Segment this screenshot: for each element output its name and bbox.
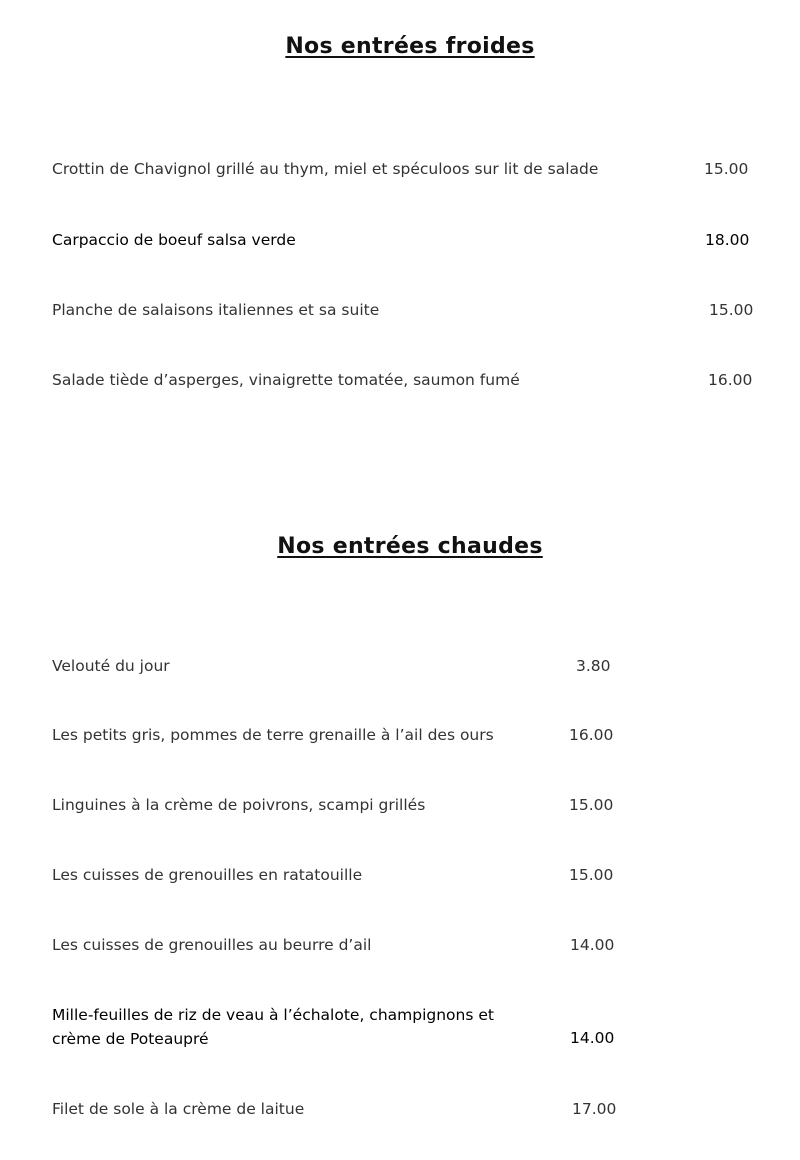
menu-item-name: Les cuisses de grenouilles en ratatouille [52,866,363,884]
menu-item-price: 15.00 [704,160,749,178]
menu-item-name: Planche de salaisons italiennes et sa suite [52,301,380,319]
menu-item-name: Salade tiède d’asperges, vinaigrette tomatée, saumon fumé [52,371,520,389]
menu-item-name: Les cuisses de grenouilles au beurre d’ail [52,936,372,954]
menu-item-price: 14.00 [570,1029,615,1047]
menu-item-name: Linguines à la crème de poivrons, scampi grillés [52,796,426,814]
menu-item-name: Crottin de Chavignol grillé au thym, miel et spéculoos sur lit de salade [52,160,599,178]
menu-item-name-line1: Mille-feuilles de riz de veau à l’échalote, champignons et [52,1006,494,1024]
menu-item-name-line2: crème de Poteaupré [52,1030,209,1048]
menu-item-price: 3.80 [576,657,611,675]
menu-item-price: 15.00 [709,301,754,319]
menu-item-price: 15.00 [569,866,614,884]
section-title-entrees-froides: Nos entrées froides [285,34,535,59]
menu-item-price: 14.00 [570,936,615,954]
menu-item-price: 17.00 [572,1100,617,1118]
menu-item-name: Filet de sole à la crème de laitue [52,1100,305,1118]
menu-item-name: Carpaccio de boeuf salsa verde [52,231,296,249]
menu-item-price: 16.00 [569,726,614,744]
menu-item-price: 15.00 [569,796,614,814]
section-title-entrees-chaudes: Nos entrées chaudes [277,534,543,559]
menu-item-name: Les petits gris, pommes de terre grenaille à l’ail des ours [52,726,494,744]
menu-item-price: 18.00 [705,231,750,249]
menu-item-name: Velouté du jour [52,657,170,675]
menu-item-price: 16.00 [708,371,753,389]
